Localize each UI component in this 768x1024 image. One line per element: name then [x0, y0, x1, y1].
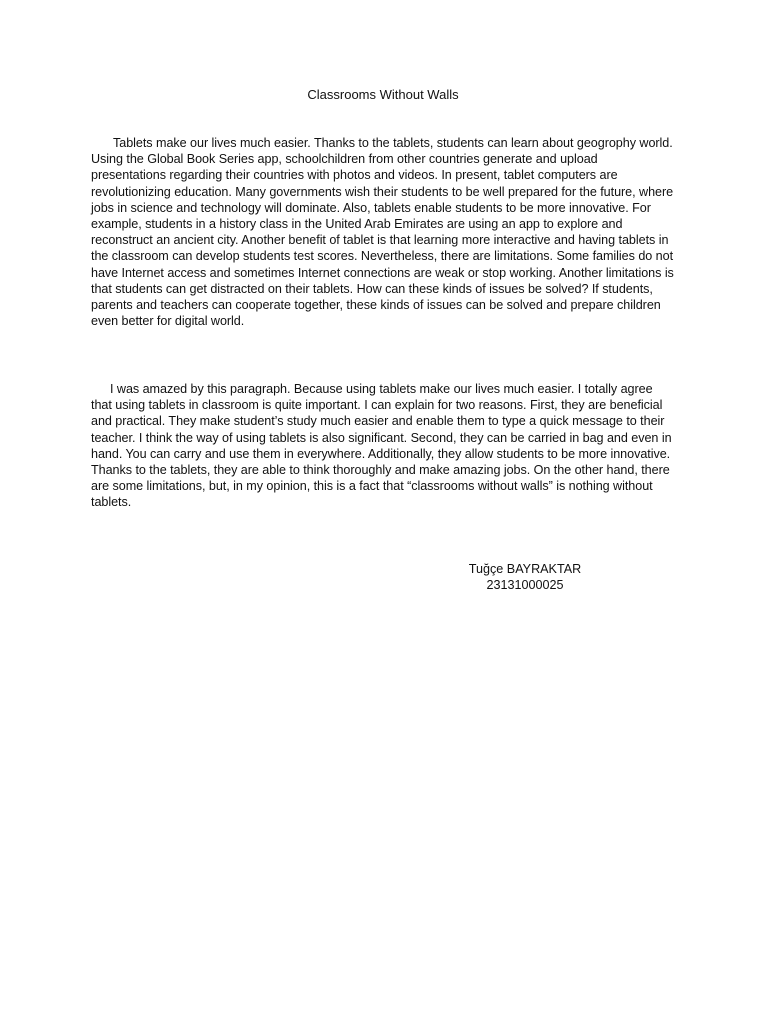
signature-block [440, 561, 610, 593]
paragraph-opinion: I was amazed by this paragraph. Because using tablets make our lives much easier. I totally agree that using tablets in classroom is quite important. I can explain for two reasons. First, they are beneficial and practical. They make student’s study much easier and enable them to type a quick message to their teacher. I think the way of using tablets is also significant. Second, they can be carried in bag and even in hand. You can carry and use them in everywhere. Additionally, they allow students to be more innovative. Thanks to the tablets, they are able to think thoroughly and make amazing jobs. On the other hand, there are some limitations, but, in my opinion, this is a fact that “classrooms without walls” is nothing without tablets. [91, 382, 672, 510]
author-name: Tuğçe BAYRAKTAR [468, 562, 582, 576]
document-title: Classrooms Without Walls [307, 87, 459, 102]
paragraph-summary: Tablets make our lives much easier. Thanks to the tablets, students can learn about geogrophy world. Using the Global Book Series app, schoolchildren from other countries generate and upload presentations regarding their countries with photos and videos. In present, tablet computers are revolutionizing education. Many governments wish their students to be well prepared for the future, where jobs in science and technology will dominate. Also, tablets enable students to be more innovative. For example, students in a history class in the United Arab Emirates are using an app to explore and reconstruct an ancient city. Another benefit of tablet is that learning more interactive and having tablets in the classroom can develop students test scores. Nevertheless, there are limitations. Some families do not have Internet access and sometimes Internet connections are weak or stop working. Another limitations is that students can get distracted on their tablets. How can these kinds of issues be solved? If students, parents and teachers can cooperate together, these kinds of issues can be solved and prepare children even better for digital world. [91, 136, 674, 329]
student-id: 23131000025 [486, 578, 564, 593]
